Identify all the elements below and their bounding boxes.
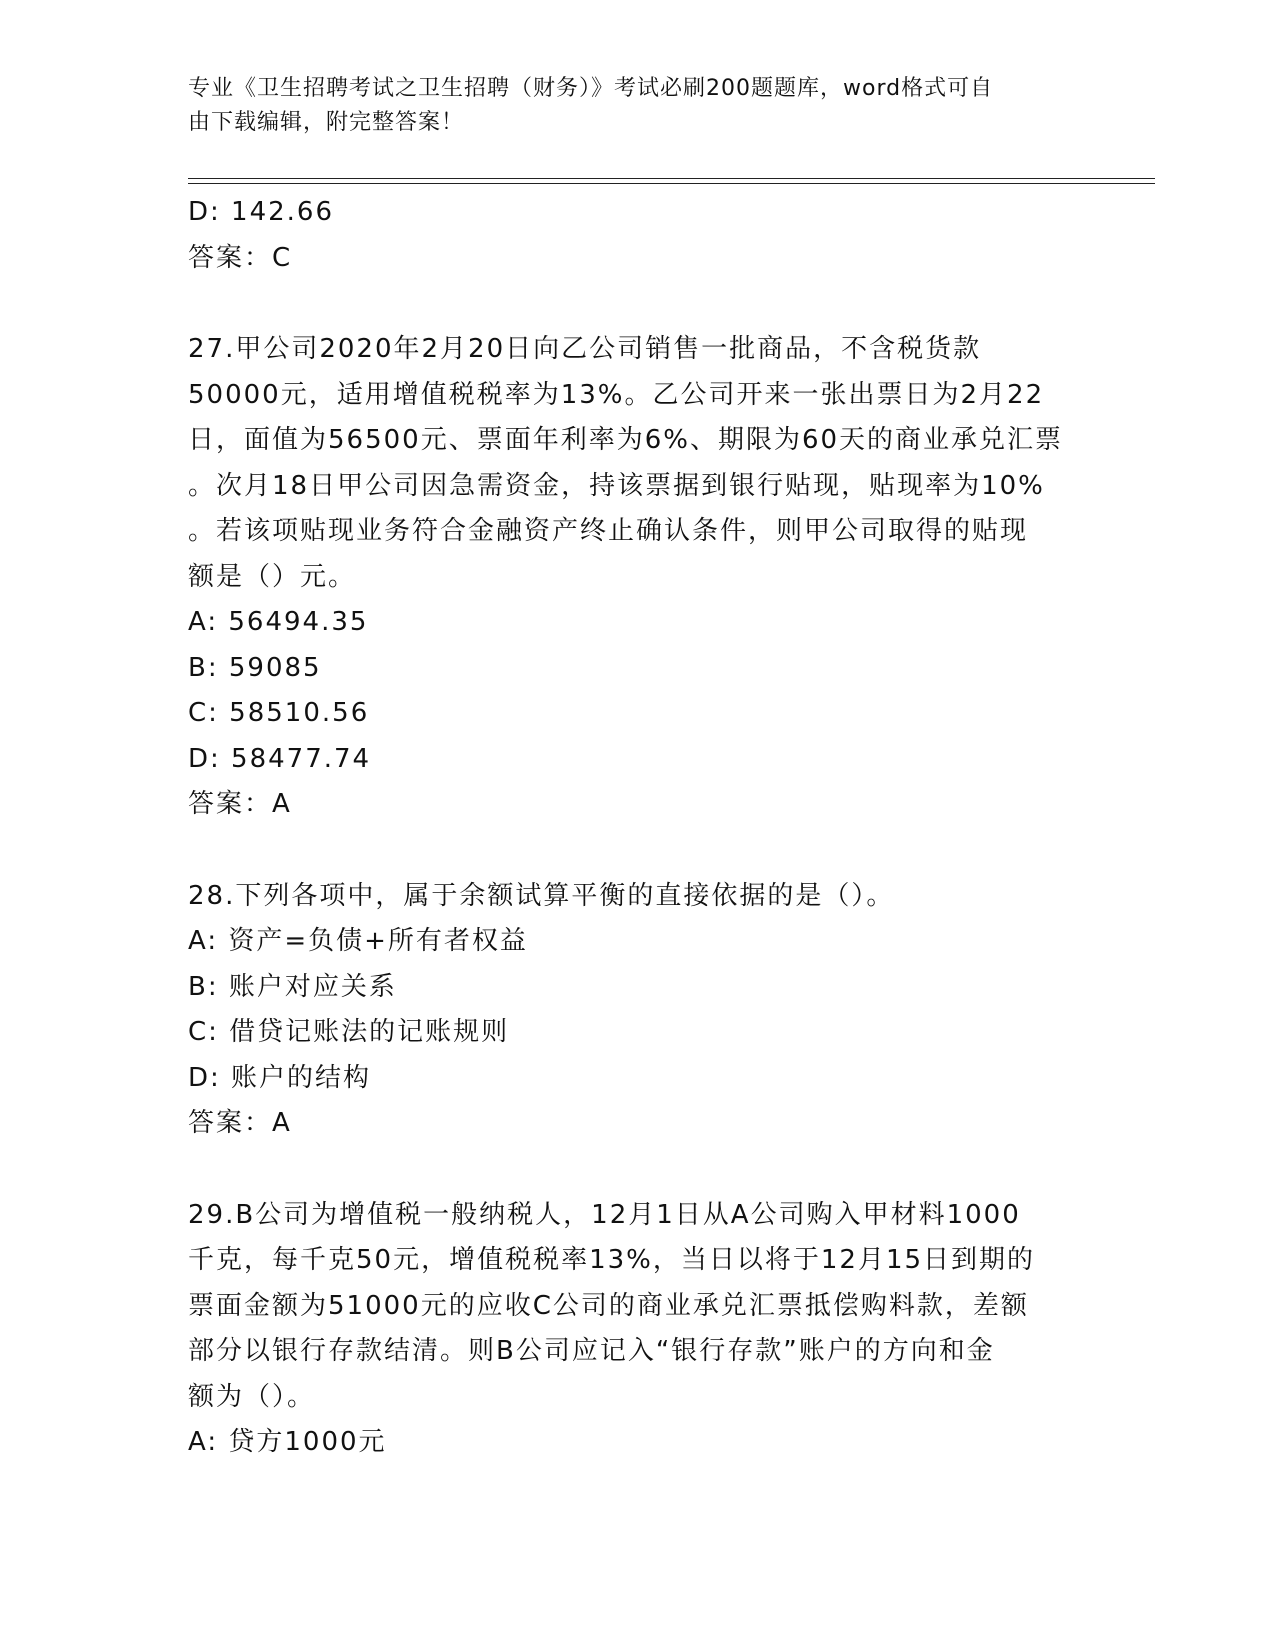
question-gap: [188, 828, 1088, 874]
question-text-line: 票面金额为51000元的应收C公司的商业承兑汇票抵偿购料款，差额: [188, 1290, 1029, 1321]
option-d: D: 142.66: [188, 197, 335, 227]
question-gap: [188, 1147, 1088, 1193]
question-text-line: 额是（）元。: [188, 561, 357, 592]
document-header: [188, 72, 1068, 140]
question-29: [188, 1193, 1088, 1466]
question-text-line: 部分以银行存款结清。则B公司应记入“银行存款”账户的方向和金: [188, 1336, 995, 1366]
option-c: C: 借贷记账法的记账规则: [188, 1017, 510, 1047]
header-rule-bottom: [188, 183, 1155, 184]
option-b: B: 账户对应关系: [188, 971, 397, 1002]
option-a: A: 56494.35: [188, 607, 369, 637]
question-text-line: 。次月18日甲公司因急需资金，持该票据到银行贴现，贴现率为10%: [188, 470, 1045, 501]
question-text-line: 28.下列各项中，属于余额试算平衡的直接依据的是（）。: [188, 880, 895, 911]
option-d: D: 账户的结构: [188, 1062, 372, 1093]
question-text-line: 额为（）。: [188, 1381, 316, 1412]
option-d: D: 58477.74: [188, 743, 372, 774]
header-line-1: 专业《卫生招聘考试之卫生招聘（财务）》考试必刷200题题库，word格式可自: [188, 76, 994, 101]
question-text-line: 。若该项贴现业务符合金融资产终止确认条件，则甲公司取得的贴现: [188, 516, 1029, 546]
question-27: [188, 327, 1088, 828]
question-28: [188, 874, 1088, 1147]
option-c: C: 58510.56: [188, 698, 370, 728]
question-gap: [188, 281, 1088, 327]
option-a: A: 资产=负债+所有者权益: [188, 926, 528, 956]
document-body: [188, 190, 1088, 1466]
question-text-line: 千克，每千克50元，增值税税率13%，当日以将于12月15日到期的: [188, 1245, 1036, 1275]
answer-line: 答案：A: [188, 789, 292, 819]
option-b: B: 59085: [188, 652, 322, 683]
header-rule-top: [188, 178, 1155, 179]
question-text-line: 27.甲公司2020年2月20日向乙公司销售一批商品，不含税货款: [188, 334, 982, 364]
question-text-line: 50000元，适用增值税税率为13%。乙公司开来一张出票日为2月22: [188, 379, 1045, 410]
question-text-line: 日，面值为56500元、票面年利率为6%、期限为60天的商业承兑汇票: [188, 425, 1064, 455]
question-text-line: 29.B公司为增值税一般纳税人，12月1日从A公司购入甲材料1000: [188, 1199, 1021, 1230]
option-a: A: 贷方1000元: [188, 1427, 387, 1457]
header-line-2: 由下载编辑，附完整答案！: [188, 110, 465, 135]
answer-line: 答案：C: [188, 242, 293, 273]
answer-line: 答案：A: [188, 1108, 292, 1138]
question-26-tail: [188, 190, 1088, 281]
